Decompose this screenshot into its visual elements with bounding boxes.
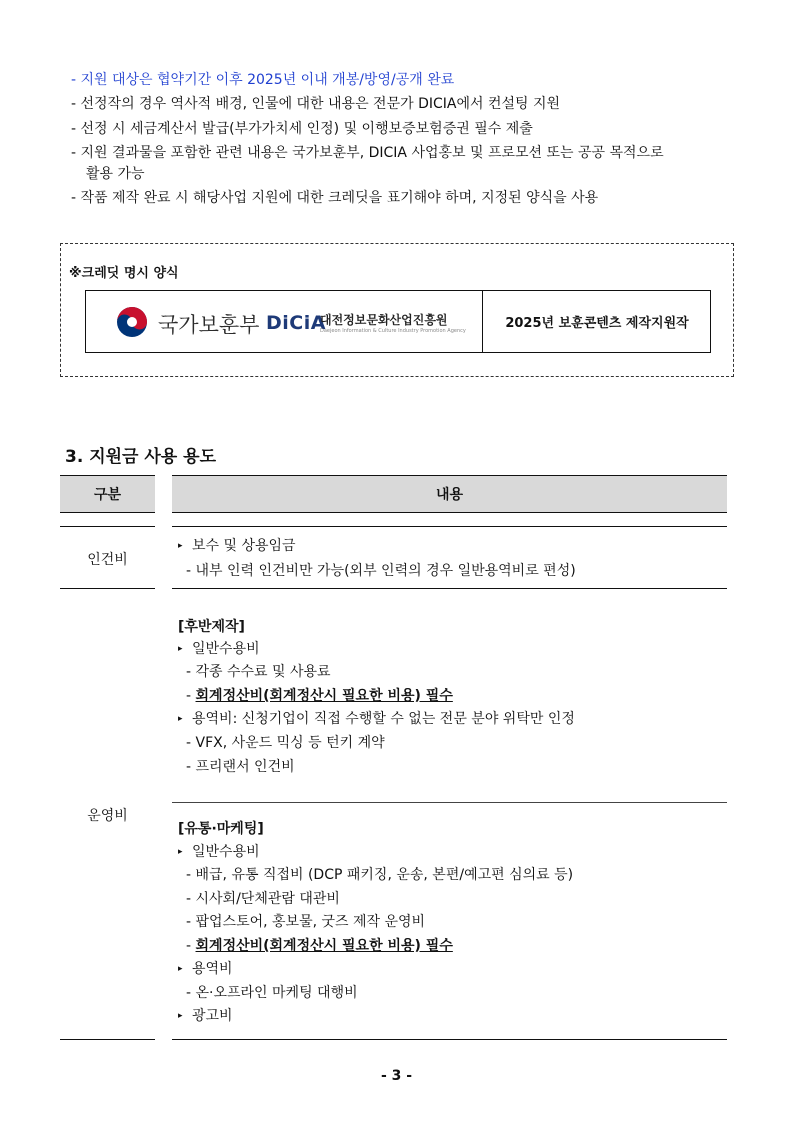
- list-item: - VFX, 사운드 믹싱 등 턴키 계약: [186, 735, 385, 751]
- page-number: - 3 -: [380, 1068, 413, 1084]
- list-item: [178, 842, 260, 862]
- note-item: - 지원 결과물을 포함한 관련 내용은 국가보훈부, DICIA 사업홍보 및 프로모션 또는 공공 목적으로: [71, 145, 664, 161]
- dicia-name: 대전정보문화산업진흥원: [320, 313, 448, 327]
- note-item: - 선정작의 경우 역사적 배경, 인물에 대한 내용은 전문가 DICIA에서 컨설팅 지원: [71, 96, 561, 112]
- table-rule: [60, 588, 155, 589]
- table-rule: [172, 802, 727, 803]
- bullet-icon: ▸: [178, 847, 183, 857]
- list-item: [178, 639, 260, 659]
- table-rule: [60, 526, 155, 527]
- list-item: [178, 709, 575, 729]
- item-text: 회계정산비(회계정산시 필요한 비용) 필수: [195, 938, 453, 954]
- list-item: - 배급, 유통 직접비 (DCP 패키징, 운송, 본편/예고편 심의료 등): [186, 867, 574, 883]
- dicia-logo: DiCiA: [266, 312, 326, 334]
- category-operation: 운영비: [87, 808, 128, 824]
- table-rule: [172, 526, 727, 527]
- credit-format-box: [60, 243, 734, 377]
- table-rule: [172, 588, 727, 589]
- list-item: [186, 936, 453, 956]
- list-item: [178, 959, 233, 979]
- item-text: 일반수용비: [192, 844, 260, 860]
- section-title: 3. 지원금 사용 용도: [65, 447, 216, 467]
- list-item: - 온·오프라인 마케팅 대행비: [186, 985, 358, 1001]
- list-item: - 내부 인력 인건비만 가능(외부 인력의 경우 일반용역비로 편성): [186, 563, 576, 579]
- list-item: - 프리랜서 인건비: [186, 759, 295, 775]
- credit-logos: [86, 291, 483, 352]
- subsection-title: [후반제작]: [178, 619, 245, 635]
- bullet-icon: ▸: [178, 964, 183, 974]
- dicia-subtitle: Daejeon Information & Culture Industry Promotion Agency: [320, 328, 466, 334]
- table-rule: [172, 1039, 727, 1040]
- subsection-title: [유통·마케팅]: [178, 821, 264, 837]
- note-item: - 작품 제작 완료 시 해당사업 지원에 대한 크레딧을 표기해야 하며, 지정된 양식을 사용: [71, 190, 599, 206]
- item-text: 보수 및 상용임금: [192, 538, 296, 554]
- column-header-category: 구분: [60, 475, 155, 513]
- item-text: 용역비: [192, 961, 233, 977]
- list-item: - 팝업스토어, 홍보물, 굿즈 제작 운영비: [186, 914, 426, 930]
- credit-format-title: ※크레딧 명시 양식: [69, 266, 179, 281]
- note-item: - 지원 대상은 협약기간 이후 2025년 이내 개봉/방영/공개 완료: [71, 72, 455, 88]
- item-text: 용역비: 신청기업이 직접 수행할 수 없는 전문 분야 위탁만 인정: [192, 711, 575, 727]
- bullet-icon: ▸: [178, 714, 183, 724]
- mofa-emblem-icon: [116, 306, 148, 338]
- list-item: [178, 536, 296, 556]
- note-item: - 선정 시 세금계산서 발급(부가가치세 인정) 및 이행보증보험증권 필수 제출: [71, 121, 533, 137]
- ministry-name: 국가보훈부: [158, 313, 260, 337]
- list-item: - 각종 수수료 및 사용료: [186, 664, 331, 680]
- note-item-continued: 활용 가능: [86, 166, 145, 182]
- credit-sample: [85, 290, 711, 353]
- item-prefix: -: [186, 688, 196, 704]
- bullet-icon: ▸: [178, 1011, 183, 1021]
- list-item: - 시사회/단체관람 대관비: [186, 891, 340, 907]
- item-text: 광고비: [192, 1008, 233, 1024]
- item-prefix: -: [186, 938, 196, 954]
- item-text: 일반수용비: [192, 641, 260, 657]
- category-personnel: 인건비: [87, 552, 128, 568]
- credit-caption: 2025년 보훈콘텐츠 제작지원작: [505, 316, 689, 331]
- list-item: [178, 1006, 233, 1026]
- list-item: [186, 686, 453, 706]
- column-header-content: 내용: [172, 475, 727, 513]
- table-rule: [60, 1039, 155, 1040]
- bullet-icon: ▸: [178, 541, 183, 551]
- bullet-icon: ▸: [178, 644, 183, 654]
- item-text: 회계정산비(회계정산시 필요한 비용) 필수: [195, 688, 453, 704]
